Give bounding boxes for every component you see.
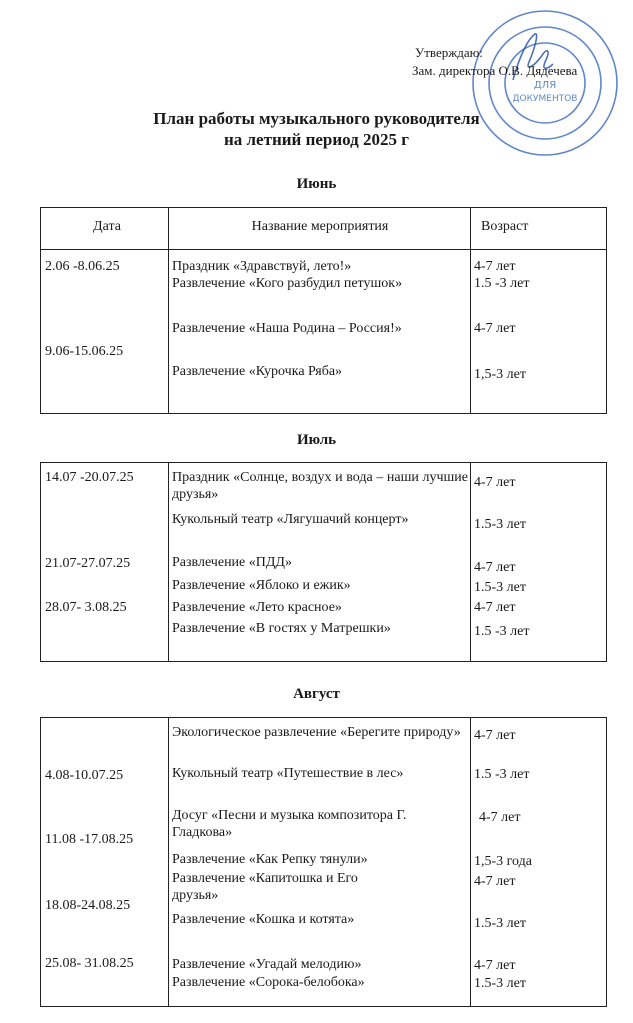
event-age: 1,5-3 лет: [474, 367, 526, 382]
event-name: Развлечение «Капитошка и Его друзья»: [172, 871, 358, 903]
title-line-2: на летний период 2025 г: [223, 130, 410, 149]
header-age: Возраст: [481, 219, 529, 234]
event-age: 4-7 лет: [474, 259, 516, 274]
date-cell: 28.07- 3.08.25: [45, 600, 127, 615]
event-name: Досуг «Песни и музыка композитора Г. Гладкова»: [172, 808, 407, 840]
event-age: 1.5 -3 лет: [474, 767, 530, 782]
date-cell: 18.08-24.08.25: [45, 898, 131, 913]
event-age: 1,5-3 года: [474, 854, 532, 869]
event-age: 1.5 -3 лет: [474, 624, 530, 639]
event-age: 4-7 лет: [474, 874, 516, 889]
header-name: Название мероприятия: [251, 219, 389, 234]
event-name: Развлечение «Кошка и котята»: [172, 912, 355, 927]
june-table: [40, 207, 607, 414]
event-name: Кукольный театр «Лягушачий концерт»: [172, 512, 409, 527]
event-age: 1.5-3 лет: [474, 580, 526, 595]
month-heading-july: Июль: [296, 432, 337, 448]
date-cell: 9.06-15.06.25: [45, 344, 124, 359]
event-name: Развлечение «ПДД»: [172, 555, 292, 570]
stamp-text-top: ДЛЯ: [533, 80, 557, 91]
event-age: 1.5-3 лет: [474, 976, 526, 991]
august-table: [40, 717, 607, 1007]
event-name: Развлечение «Угадай мелодию»: [172, 957, 362, 972]
date-cell: 11.08 -17.08.25: [45, 832, 134, 847]
event-age: 4-7 лет: [474, 475, 516, 490]
event-name: Праздник «Здравствуй, лето!»: [172, 259, 352, 274]
event-name: Развлечение «Кого разбудил петушок»: [172, 276, 403, 291]
event-name: Развлечение «Сорока-белобока»: [172, 975, 365, 990]
event-name: Развлечение «Курочка Ряба»: [172, 364, 343, 379]
month-heading-june: Июнь: [296, 176, 337, 192]
event-age: 4-7 лет: [474, 728, 516, 743]
event-age: 4-7 лет: [479, 810, 521, 825]
date-cell: 25.08- 31.08.25: [45, 956, 134, 971]
event-age: 1.5 -3 лет: [474, 276, 530, 291]
event-name: Развлечение «Как Репку тянули»: [172, 852, 368, 867]
event-name: Развлечение «В гостях у Матрешки»: [172, 621, 391, 636]
july-table: [40, 462, 607, 662]
event-name: Кукольный театр «Путешествие в лес»: [172, 766, 404, 781]
event-age: 4-7 лет: [474, 560, 516, 575]
title-line-1: План работы музыкального руководителя: [153, 109, 480, 128]
date-cell: 4.08-10.07.25: [45, 768, 124, 783]
event-age: 1.5-3 лет: [474, 916, 526, 931]
event-name: Экологическое развлечение «Берегите природу»: [172, 725, 461, 740]
approval-line-1: Утверждаю:: [415, 45, 483, 60]
header-date: Дата: [93, 219, 121, 234]
approval-block: [412, 44, 627, 80]
event-name: Развлечение «Лето красное»: [172, 600, 342, 615]
event-name: Развлечение «Наша Родина – Россия!»: [172, 321, 402, 336]
event-age: 4-7 лет: [474, 321, 516, 336]
event-name: Праздник «Солнце, воздух и вода – наши лучшие друзья»: [172, 470, 468, 502]
stamp-text-bottom: ДОКУМЕНТОВ: [512, 94, 578, 104]
event-age: 1.5-3 лет: [474, 517, 526, 532]
page-title: [0, 108, 633, 150]
event-name: Развлечение «Яблоко и ежик»: [172, 578, 351, 593]
month-heading-august: Август: [293, 686, 340, 702]
event-age: 4-7 лет: [474, 600, 516, 615]
date-cell: 2.06 -8.06.25: [45, 259, 120, 274]
date-cell: 21.07-27.07.25: [45, 556, 131, 571]
event-age: 4-7 лет: [474, 958, 516, 973]
approval-line-2: Зам. директора О.В. Дядечева: [412, 63, 578, 78]
date-cell: 14.07 -20.07.25: [45, 470, 134, 485]
